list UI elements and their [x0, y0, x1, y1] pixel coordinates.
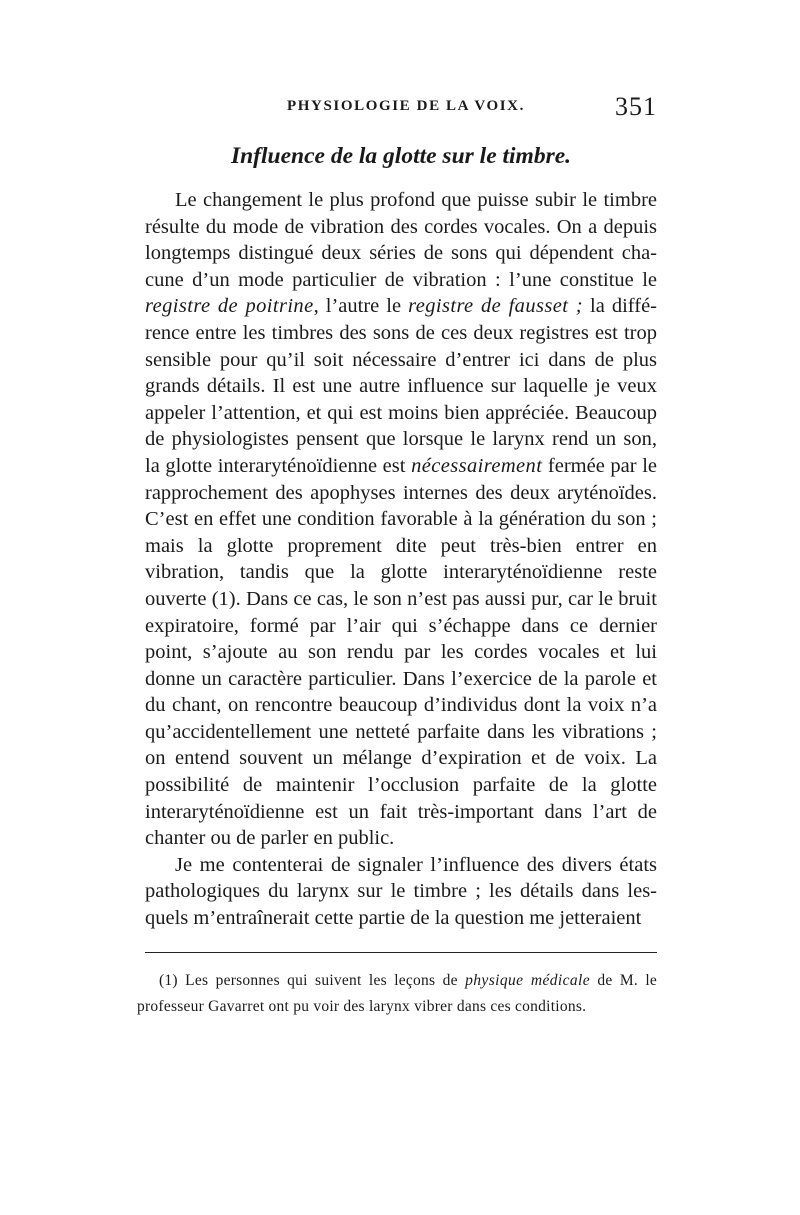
- emphasis-registre-de-fausset: registre de fausset ;: [408, 295, 583, 318]
- page-header: [145, 92, 657, 128]
- body-text: [145, 187, 657, 932]
- page-number: 351: [615, 92, 657, 121]
- emphasis-necessairement: nécessairement: [411, 454, 543, 477]
- footnote-1-text-a: (1) Les personnes qui suivent les leçons de: [159, 972, 466, 989]
- footnote-divider: [145, 952, 657, 953]
- paragraph-1-text-d: fermée par le rapprochement des apophyses internes des deux aryténoïdes. C’est en effet une condition favorable à la génération du son ; mais la glotte proprement dite peut très-bien entrer en vibration, tandis que la glotte interaryténoïdienne reste ouverte (1). Dans ce cas, le son n’est pas aussi pur, car le bruit expiratoire, formé par l’air qui s’échappe dans ce dernier point, s’ajoute au son rendu par les cordes vocales et lui donne un caractère particulier. Dans l’exercice de la parole et du chant, on rencontre beaucoup d’individus dont la voix n’a qu’accidentellement une netteté parfaite dans les vibrations ; on entend souvent un mélange d’expiration et de voix. La possibilité de maintenir l’occlusion parfaite de la glotte interaryténoïdienne est un fait très-important dans l’art de chanter ou de parler en public.: [145, 454, 657, 850]
- footnote-1-text-b: de M. le professeur Gavarret ont pu voir des larynx vibrer dans ces conditions.: [137, 972, 658, 1015]
- emphasis-registre-de-poitrine: registre de poitrine: [145, 295, 314, 318]
- emphasis-physique-medicale: physique médicale: [465, 972, 591, 989]
- section-title: Influence de la glotte sur le timbre.: [230, 143, 572, 169]
- paragraph-1: [145, 187, 657, 852]
- paragraph-1-text-c: la différence entre les timbres des sons de ces deux registres est trop sensible pour qu’il soit nécessaire d’entrer ici dans de plus grands détails. Il est une autre influence sur laquelle je veux appeler l’attention, et qui est moins bien appréciée. Beaucoup de physiologistes pensent que lorsque le larynx rend un son, la glotte interaryténoïdienne est: [145, 295, 657, 477]
- paragraph-1-text-a: Le changement le plus profond que puisse subir le timbre résulte du mode de vibration des cordes vocales. On a depuis longtemps distingué deux séries de sons qui dépendent chacune d’un mode particulier de vibration : l’une constitue le: [145, 189, 657, 291]
- footnote-1: [137, 968, 657, 1019]
- footnotes: [137, 968, 657, 1019]
- paragraph-2: Je me contenterai de signaler l’influence des divers états pathologiques du larynx sur le timbre ; les détails dans lesquels m’entraînerait cette partie de la question me jetteraient: [145, 853, 657, 930]
- paragraph-1-text-b: , l’autre le: [313, 295, 409, 318]
- running-title: PHYSIOLOGIE DE LA VOIX.: [287, 98, 525, 114]
